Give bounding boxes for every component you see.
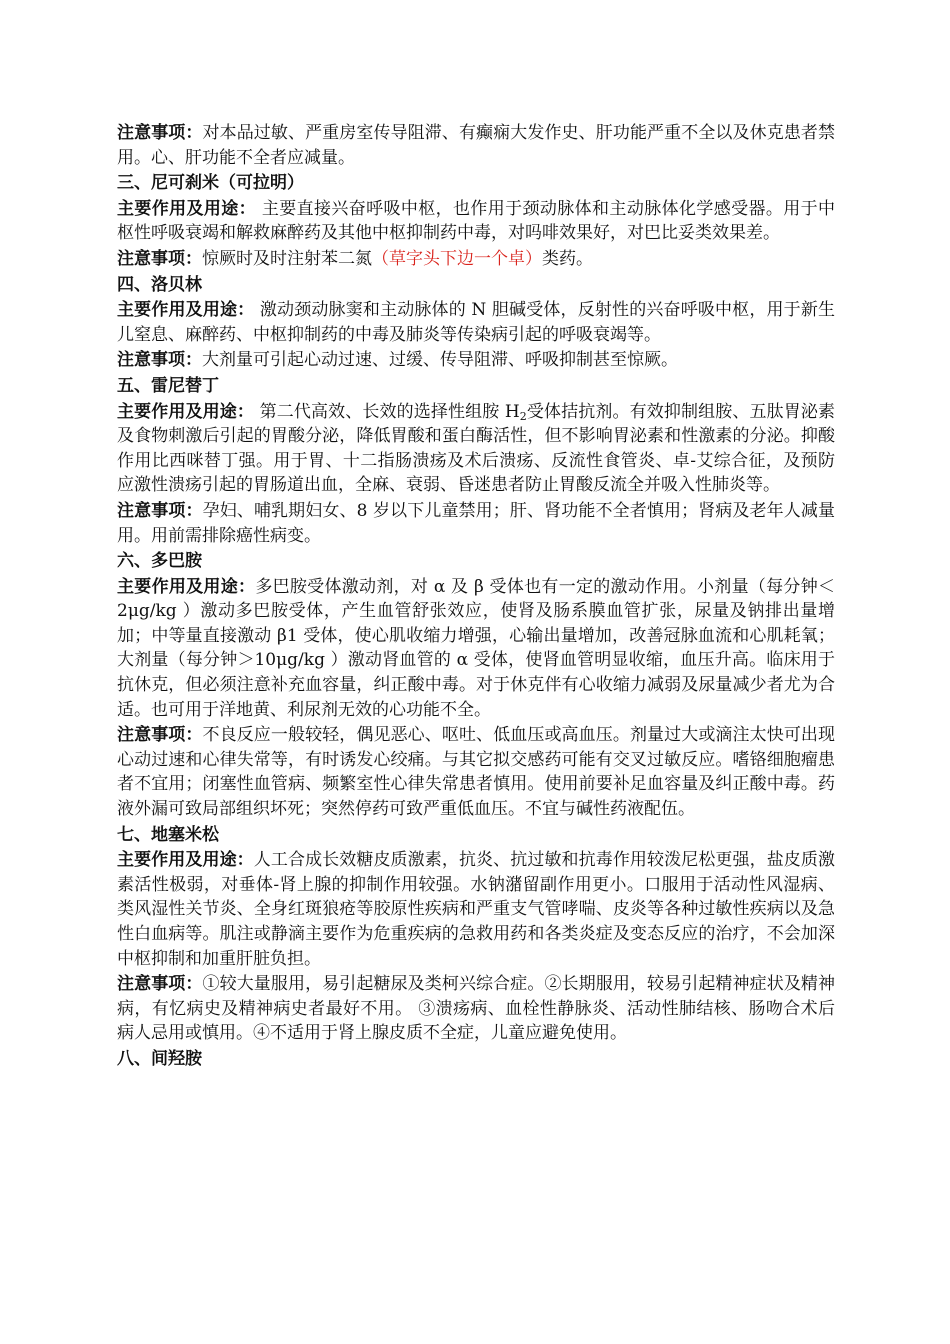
main-text: 主要直接兴奋呼吸中枢，也作用于颈动脉体和主动脉体化学感受器。用于中枢性呼吸衰竭和解救麻醉药及其他中枢抑制药中毒，对吗啡效果好，对巴比妥类效果差。 [117,198,836,244]
main-text: 第二代高效、长效的选择性组胺 H [254,401,520,422]
section-5-title: 五、雷尼替丁 [117,375,219,396]
caution-text: 大剂量可引起心动过速、过缓、传导阻滞、呼吸抑制甚至惊厥。 [202,350,678,371]
main-text: 人工合成长效糖皮质激素，抗炎、抗过敏和抗毒作用较泼尼松更强，盐皮质激素活性极弱，对垂体-肾上腺的抑制作用较强。水钠潴留副作用更小。口服用于活动性风湿病、类风湿性关节炎、全身红斑狼疮等胶原性疾病和严重支气管哮喘、皮炎等各种过敏性疾病以及急性白血病等。肌注或静滴主要作为危重疾病的急救用药和各类炎症及变态反应的治疗，不会加深中枢抑制和加重肝脏负担。 [117,850,835,969]
document-page [117,121,835,1073]
caution-text: 惊厥时及时注射苯二氮 [202,248,372,269]
caution-text: 不良反应一般较轻，偶见恶心、呕吐、低血压或高血压。剂量过大或滴注太快可出现心动过速和心律失常等，有时诱发心绞痛。与其它拟交感药可能有交叉过敏反应。嗜铬细胞瘤患者不宜用；闭塞性血管病、频繁室性心律失常患者慎用。使用前要补足血容量及纠正酸中毒。药液外漏可致局部组织坏死；突然停药可致严重低血压。不宜与碱性药液配伍。 [117,725,836,820]
section-7-title: 七、地塞米松 [117,824,219,845]
section-7-caution [117,972,835,1046]
section-2-caution [117,121,835,170]
main-label: 主要作用及用途： [117,576,256,597]
main-label: 主要作用及用途： [117,198,257,219]
caution-label: 注意事项： [117,350,202,371]
section-5-caution [117,499,835,548]
section-6-title: 六、多巴胺 [117,551,202,572]
section-7-main [117,848,835,971]
caution-text: 对本品过敏、严重房室传导阻滞、有癫痫大发作史、肝功能严重不全以及休克患者禁用。心、肝功能不全者应减量。 [117,123,836,168]
main-label: 主要作用及用途： [117,850,254,871]
main-text: 激动颈动脉窦和主动脉体的 N 胆碱受体，反射性的兴奋呼吸中枢，用于新生儿窒息、麻醉药、中枢抑制药的中毒及肺炎等传染病引起的呼吸衰竭等。 [117,300,836,345]
annotation-note: （草字头下边一个卓） [372,248,542,269]
section-3-main [117,197,835,246]
caution-text: ①较大量服用，易引起糖尿及类柯兴综合症。②长期服用，较易引起精神症状及精神病，有忆病史及精神病史者最好不用。 ③溃疡病、血栓性静脉炎、活动性肺结核、肠吻合术后病人忌用或慎用。④不适用于肾上腺皮质不全症，儿童应避免使用。 [117,974,836,1044]
caution-text-end: 类药。 [542,248,593,269]
caution-label: 注意事项： [117,974,203,995]
caution-label: 注意事项： [117,725,203,746]
section-4-main [117,298,835,347]
section-3-caution [117,247,835,272]
main-text: 多巴胺受体激动剂，对 α 及 β 受体也有一定的激动作用。小剂量（每分钟＜2μg/kg ）激动多巴胺受体，产生血管舒张效应，使肾及肠系膜血管扩张，尿量及钠排出量增加；中等量直接激动 β1 受体，使心肌收缩力增强，心输出量增加，改善冠脉血流和心肌耗氧；大剂量（每分钟＞10μg/kg ）激动肾血管的 α 受体，使肾血管明显收缩，血压升高。临床用于抗休克，但必须注意补充血容量，纠正酸中毒。对于休克伴有心收缩力减弱及尿量减少者尤为合适。也可用于洋地黄、利尿剂无效的心功能不全。 [117,576,835,720]
section-8-title: 八、间羟胺 [117,1048,202,1069]
main-label: 主要作用及用途： [117,300,255,321]
section-3-title: 三、尼可刹米（可拉明） [117,173,304,194]
caution-label: 注意事项： [117,248,202,269]
subscript: 2 [519,409,527,423]
section-4-caution [117,348,835,373]
section-5-main [117,400,835,498]
section-6-main [117,575,835,723]
main-text-rest: 受体拮抗剂。有效抑制组胺、五肽胃泌素及食物刺激后引起的胃酸分泌，降低胃酸和蛋白酶活性，但不影响胃泌素和性激素的分泌。抑酸作用比西咪替丁强。用于胃、十二指肠溃疡及术后溃疡、反流性食管炎、卓-艾综合征，及预防应激性溃疡引起的胃肠道出血，全麻、衰弱、昏迷患者防止胃酸反流全并吸入性肺炎等。 [117,401,836,496]
section-6-caution [117,723,835,821]
main-label: 主要作用及用途： [117,401,255,422]
caution-text: 孕妇、哺乳期妇女、8 岁以下儿童禁用；肝、肾功能不全者慎用；肾病及老年人减量用。用前需排除癌性病变。 [117,500,836,546]
section-4-title: 四、洛贝林 [117,274,202,295]
caution-label: 注意事项： [117,123,203,143]
caution-label: 注意事项： [117,500,203,521]
